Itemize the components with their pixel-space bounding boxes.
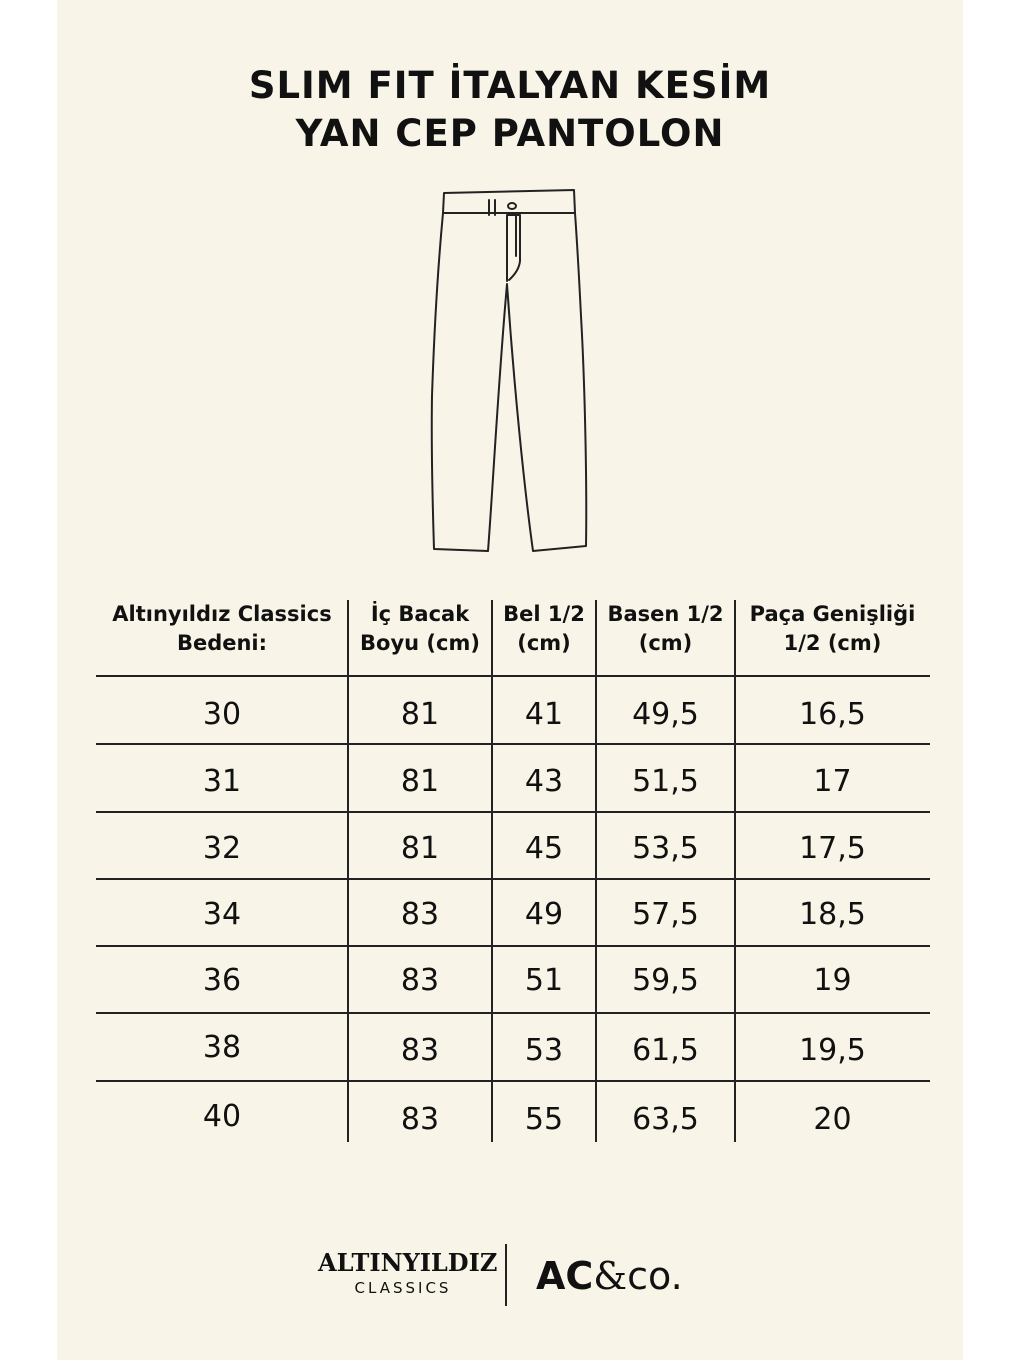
title-line-1: SLIM FIT İTALYAN KESİM xyxy=(248,64,772,107)
cell-leg-opening: 17,5 xyxy=(799,831,866,866)
cell-waist: 43 xyxy=(524,764,564,799)
header-inseam-line1: İç Bacak xyxy=(370,602,470,626)
table-divider xyxy=(96,743,930,745)
logo-right-amp: & xyxy=(593,1254,628,1298)
table-divider xyxy=(96,1012,930,1014)
header-leg-opening xyxy=(735,600,930,658)
table-divider xyxy=(96,811,930,813)
header-size-line2: Bedeni: xyxy=(176,631,268,655)
header-waist xyxy=(492,600,596,658)
logo-left-main: ALTINYILDIZ xyxy=(318,1248,498,1277)
cell-leg-opening: 19 xyxy=(813,963,852,998)
header-waist-line1: Bel 1/2 xyxy=(503,602,585,626)
cell-size: 38 xyxy=(202,1030,242,1065)
cell-hip: 51,5 xyxy=(632,764,699,799)
table-divider xyxy=(96,1080,930,1082)
cell-hip: 57,5 xyxy=(632,897,699,932)
cell-hip: 59,5 xyxy=(632,963,699,998)
header-hip-line1: Basen 1/2 xyxy=(607,602,724,626)
header-waist-line2: (cm) xyxy=(517,631,571,655)
cell-waist: 49 xyxy=(524,897,564,932)
cell-leg-opening: 20 xyxy=(813,1102,852,1137)
logo-right-rest: co. xyxy=(627,1254,683,1298)
cell-leg-opening: 17 xyxy=(813,764,852,799)
cell-inseam: 83 xyxy=(400,1033,440,1068)
table-divider xyxy=(96,675,930,677)
cell-inseam: 81 xyxy=(400,697,440,732)
header-leg-opening-line2: 1/2 (cm) xyxy=(783,631,882,655)
header-size xyxy=(96,600,348,658)
cell-hip: 49,5 xyxy=(632,697,699,732)
cell-waist: 41 xyxy=(524,697,564,732)
cell-size: 30 xyxy=(202,697,242,732)
cell-waist: 53 xyxy=(524,1033,564,1068)
header-size-line1: Altınyıldız Classics xyxy=(112,602,332,626)
cell-hip: 61,5 xyxy=(632,1033,699,1068)
altinyildiz-classics-logo xyxy=(318,1248,498,1297)
logo-separator xyxy=(505,1244,507,1306)
cell-waist: 55 xyxy=(524,1102,564,1137)
logo-right-bold: AC xyxy=(536,1254,594,1298)
title-line-2: YAN CEP PANTOLON xyxy=(295,112,725,155)
header-hip-line2: (cm) xyxy=(638,631,693,655)
table-divider xyxy=(96,945,930,947)
cell-hip: 63,5 xyxy=(632,1102,699,1137)
acco-logo xyxy=(536,1254,683,1298)
cell-waist: 45 xyxy=(524,831,564,866)
header-leg-opening-line1: Paça Genişliği xyxy=(749,602,916,626)
cell-size: 31 xyxy=(202,764,242,799)
cell-hip: 53,5 xyxy=(632,831,699,866)
cell-leg-opening: 16,5 xyxy=(799,697,866,732)
cell-inseam: 81 xyxy=(400,764,440,799)
header-inseam-line2: Boyu (cm) xyxy=(360,631,480,655)
cell-waist: 51 xyxy=(524,963,564,998)
logo-left-sub: CLASSICS xyxy=(354,1279,452,1297)
cell-inseam: 81 xyxy=(400,831,440,866)
header-inseam xyxy=(348,600,492,658)
header-hip xyxy=(596,600,735,658)
cell-size: 36 xyxy=(202,963,242,998)
cell-leg-opening: 19,5 xyxy=(799,1033,866,1068)
cell-size: 34 xyxy=(202,897,242,932)
cell-size: 40 xyxy=(202,1099,242,1134)
trousers-illustration xyxy=(420,186,600,556)
cell-leg-opening: 18,5 xyxy=(799,897,866,932)
cell-inseam: 83 xyxy=(400,963,440,998)
cell-size: 32 xyxy=(202,831,242,866)
cell-inseam: 83 xyxy=(400,1102,440,1137)
table-divider xyxy=(96,878,930,880)
cell-inseam: 83 xyxy=(400,897,440,932)
